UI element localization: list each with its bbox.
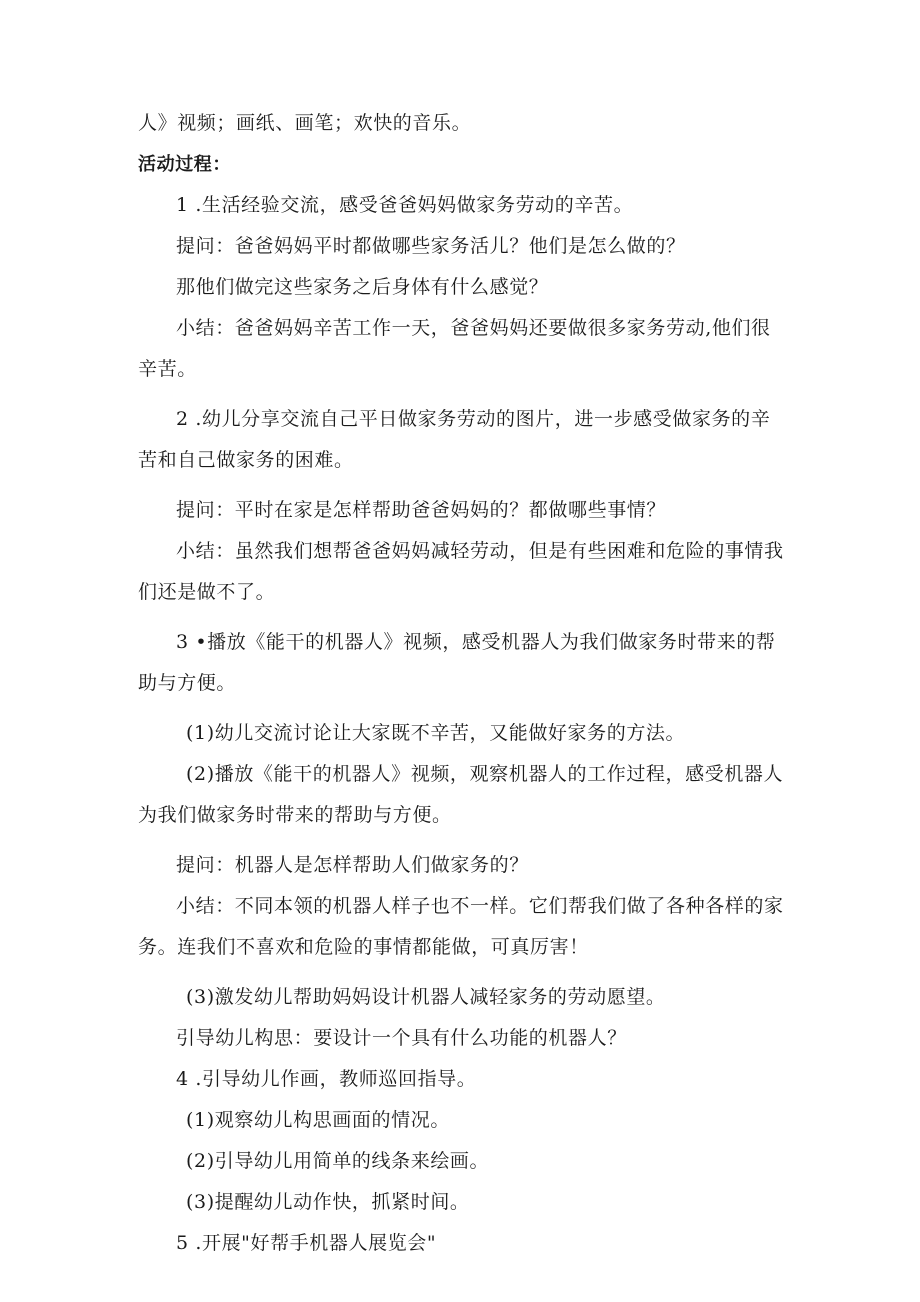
question-3: 提问：机器人是怎样帮助人们做家务的？: [176, 854, 529, 876]
guide-prompt: 引导幼儿构思：要设计一个具有什么功能的机器人？: [176, 1027, 627, 1049]
step-3-item-2: (2)播放《能干的机器人》视频，观察机器人的工作过程，感受机器人为我们做家务时带来的帮助与方便。: [138, 763, 784, 826]
section-heading: 活动过程：: [138, 154, 231, 175]
step-4-item-2: (2)引导幼儿用简单的线条来绘画。: [186, 1150, 490, 1172]
step-4-heading: 4 .引导幼儿作画，教师巡回指导。: [176, 1068, 477, 1090]
step-2-heading: 2 .幼儿分享交流自己平日做家务劳动的图片，进一步感受做家务的辛苦和自己做家务的困难。: [138, 408, 771, 471]
question-1-followup: 那他们做完这些家务之后身体有什么感觉？: [176, 276, 549, 298]
materials-line: 人》视频；画纸、画笔；欢快的音乐。: [138, 112, 472, 134]
step-3-item-3: (3)激发幼儿帮助妈妈设计机器人减轻家务的劳动愿望。: [186, 986, 666, 1008]
step-4-item-1: (1)观察幼儿构思画面的情况。: [186, 1109, 450, 1131]
document-body: [138, 112, 786, 1273]
summary-1: 小结：爸爸妈妈辛苦工作一天，爸爸妈妈还要做很多家务劳动,他们很辛苦。: [138, 317, 771, 380]
step-5-heading: 5 .开展"好帮手机器人展览会": [176, 1232, 437, 1254]
question-2: 提问：平时在家是怎样帮助爸爸妈妈的？都做哪些事情？: [176, 499, 667, 521]
summary-2: 小结：虽然我们想帮爸爸妈妈减轻劳动，但是有些困难和危险的事情我们还是做不了。: [138, 540, 784, 603]
question-1: 提问：爸爸妈妈平时都做哪些家务活儿？他们是怎么做的？: [176, 235, 686, 257]
step-4-item-3: (3)提醒幼儿动作快，抓紧时间。: [186, 1191, 470, 1213]
summary-3: 小结：不同本领的机器人样子也不一样。它们帮我们做了各种各样的家务。连我们不喜欢和危险的事情都能做，可真厉害！: [138, 895, 784, 958]
step-3-item-1: (1)幼儿交流讨论让大家既不辛苦，又能做好家务的方法。: [186, 722, 686, 744]
step-3-heading: 3 •播放《能干的机器人》视频，感受机器人为我们做家务时带来的帮助与方便。: [138, 631, 776, 694]
step-1-heading: 1 .生活经验交流，感受爸爸妈妈做家务劳动的辛苦。: [176, 194, 634, 216]
